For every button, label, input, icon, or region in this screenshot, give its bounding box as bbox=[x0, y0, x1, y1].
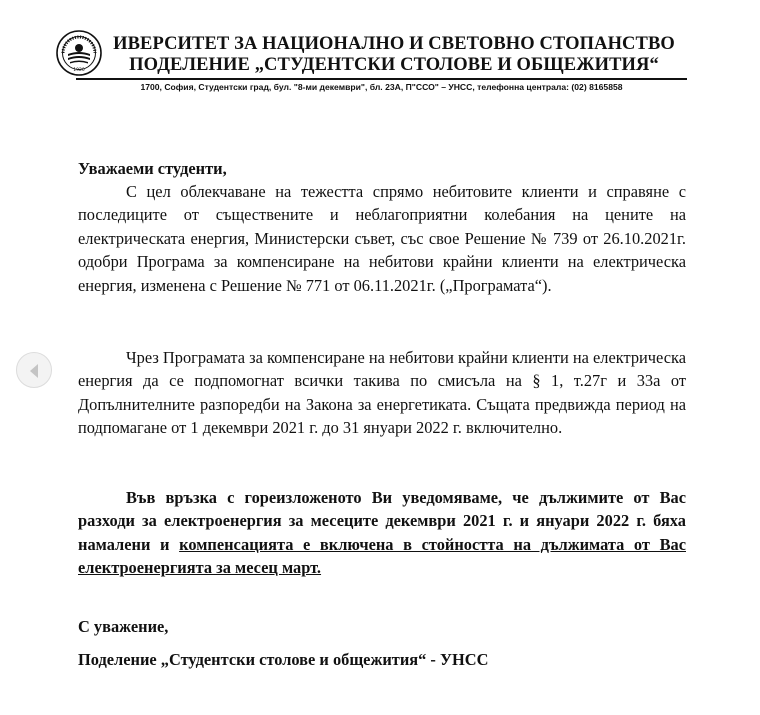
chevron-left-icon bbox=[17, 353, 53, 389]
letter-greeting: Уважаеми студенти, bbox=[78, 159, 227, 178]
paragraph-3-text: Във връзка с гореизложеното Ви уведомяваме, че дължимите от Вас разходи за електроенергия за месеците декември 2021 г. и януари 2022 г. бяха намалени и bbox=[78, 488, 686, 554]
previous-page-button[interactable] bbox=[16, 352, 52, 388]
header-address: 1700, София, Студентски град, бул. "8-ми декември", бл. 23А, П"ССО" – УНСС, телефонна централа: (02) 8165858 bbox=[140, 82, 623, 92]
letter-paragraph-2: Чрез Програмата за компенсиране на небитови крайни клиенти на електрическа енергия да се подпомогнат всички такива по смисъла на § 1, т.27г и 33а от Допълнителните разпоредби на Закона за енергетиката. Същата предвижда период на подпомагане от 1 декември 2021 г. до 31 януари 2022 г. включително. bbox=[78, 348, 686, 438]
university-seal-icon bbox=[56, 30, 102, 76]
letter-paragraph-3 bbox=[78, 486, 686, 580]
header-divider bbox=[76, 78, 687, 80]
logo-year: 1920 bbox=[73, 68, 85, 73]
letter-paragraph-1: С цел облекчаване на тежестта спрямо небитовите клиенти и справяне с последиците от съществените и неблагоприятни колебания на цените на електрическата енергия, Министерски съвет, със свое Решение № 739 от 26.10.2021г. одобри Програма за компенсиране на небитови крайни клиенти на електрическа енергия, изменена с Решение № 771 от 06.11.2021г. („Програмата“). bbox=[78, 182, 686, 295]
header-university-name: ИВЕРСИТЕТ ЗА НАЦИОНАЛНО И СВЕТОВНО СТОПАНСТВО bbox=[113, 34, 675, 54]
letter-signature: Поделение „Студентски столове и общежития“ - УНСС bbox=[78, 650, 489, 669]
paragraph-3-underlined-text: компенсацията е включена в стойността на дължимата от Вас електроенергията за месец март. bbox=[78, 534, 686, 578]
header-department-name: ПОДЕЛЕНИЕ „СТУДЕНТСКИ СТОЛОВЕ И ОБЩЕЖИТИЯ“ bbox=[129, 55, 659, 75]
letter-closing: С уважение, bbox=[78, 617, 169, 636]
